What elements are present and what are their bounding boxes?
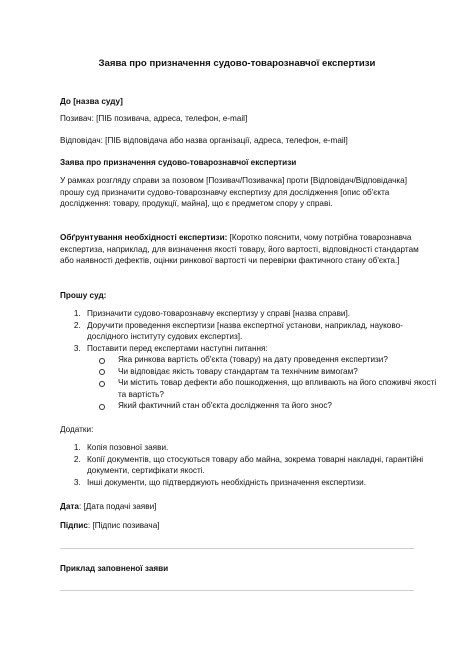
plaintiff-line: [60, 113, 420, 125]
date-line: [60, 501, 420, 513]
plaintiff-value: [ПІБ позивача, адреса, телефон, e-mail]: [93, 114, 248, 123]
signature-label: Підпис: [60, 521, 88, 530]
date-label: Дата: [60, 502, 79, 511]
list-item: [83, 308, 443, 320]
court-name: До [назва суду]: [60, 97, 123, 106]
attachments-list: [60, 442, 443, 488]
list-item: [83, 343, 443, 412]
divider: [60, 590, 414, 591]
list-item: Чи містить товар дефекти або пошкодження, що впливають на його споживчі якості та вартість?: [114, 377, 443, 400]
defendant-value: [ПІБ відповідача або назва організації, адреса, телефон, e-mail]: [102, 136, 348, 145]
request-item-text: Поставити перед експертами наступні питання:: [87, 343, 268, 353]
request-heading: Прошу суд:: [60, 291, 107, 300]
list-item: Який фактичний стан об'єкта дослідження та його знос?: [114, 400, 443, 412]
divider: [60, 548, 414, 549]
list-item: 1. Копія позовної заяви.: [83, 442, 443, 454]
signature-value: : [Підпис позивача]: [87, 521, 160, 530]
request-item-text: Доручити проведення експертизи [назва експертної установи, наприклад, науково-дослідного інституту судових експертиз].: [87, 320, 403, 341]
list-item: 3. Інші документи, що підтверджують необхідність призначення експертизи.: [83, 477, 443, 489]
intro-paragraph: У рамках розгляду справи за позовом [Позивач/Позивачка] проти [Відповідач/Відповідачка] прошу суд призначити судово-товарознавчу експертизу для дослідження [опис об'єкта дослідження: товару, продукції, майна], що є предметом спору у справі.: [60, 176, 407, 208]
defendant-line: [60, 135, 420, 147]
justification-label: Обґрунтування необхідності експертизи:: [60, 233, 228, 242]
question-list: [87, 354, 443, 412]
justification-text: [Коротко пояснити, чому потрібна товарознавча експертиза, наприклад, для визначення якості товару, його вартості, відповідності стандартам або наявності дефектів, оцінки ринкової вартості чи перевірки фактичного стану об'єкта.]: [60, 233, 419, 265]
request-item-text: Призначити судово-товарознавчу експертизу у справі [назва справи].: [87, 309, 351, 318]
date-value: : [Дата подачі заяви]: [78, 502, 157, 511]
list-item: Яка ринкова вартість об'єкта (товару) на дату проведення експертизи?: [114, 354, 443, 366]
request-list: [60, 308, 443, 412]
list-item: [83, 320, 443, 343]
document-title: Заява про призначення судово-товарознавчої експертизи: [98, 58, 376, 69]
list-item: 2. Копії документів, що стосуються товару або майна, зокрема товарні накладні, гарантійні документи, сертифікати якості.: [83, 454, 443, 477]
section-title: Заява про призначення судово-товарознавчої експертизи: [60, 158, 297, 167]
plaintiff-label: Позивач:: [60, 114, 94, 123]
example-heading: Приклад заповненої заяви: [60, 564, 169, 573]
attachments-heading: Додатки:: [60, 425, 94, 434]
signature-line: [60, 520, 420, 532]
list-item: Чи відповідає якість товару стандартам та технічним вимогам?: [114, 366, 443, 378]
defendant-label: Відповідач:: [60, 136, 103, 145]
justification-paragraph: [60, 232, 420, 267]
